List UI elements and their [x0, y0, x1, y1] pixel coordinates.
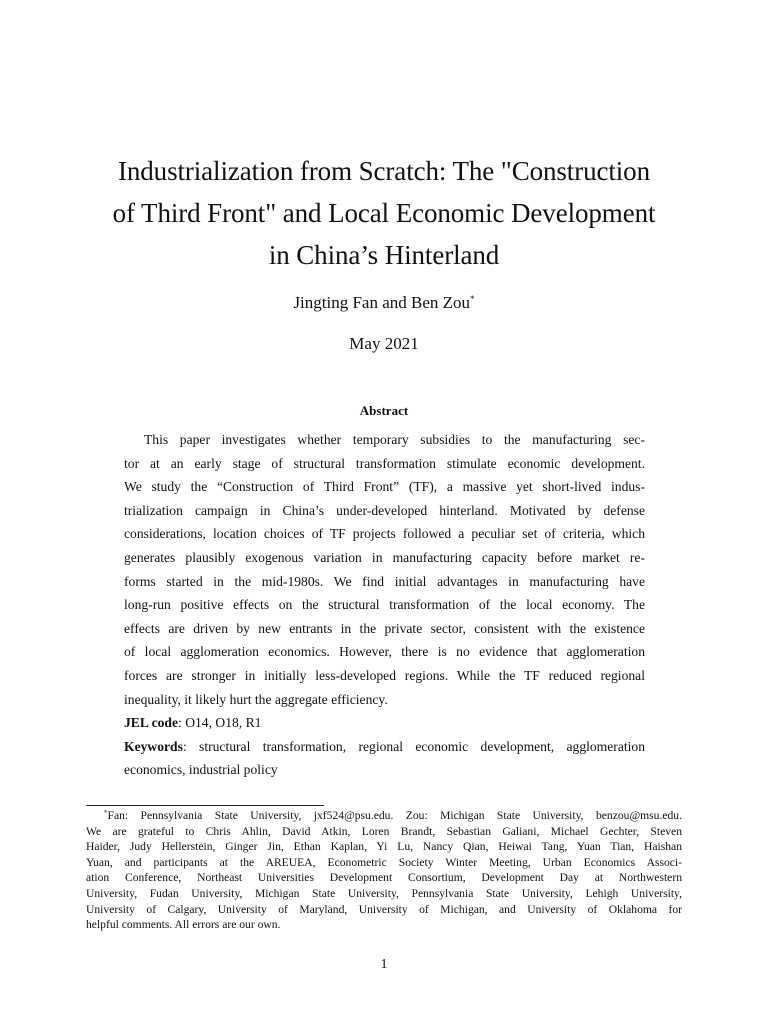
- abstract-line: trialization campaign in China’s under-developed hinterland. Motivated by defense: [124, 502, 645, 518]
- publication-date: May 2021: [349, 334, 419, 353]
- abstract-line: effects are driven by new entrants in the private sector, consistent with the existence: [124, 620, 645, 636]
- jel-code-value: : O14, O18, R1: [178, 715, 262, 731]
- title-line: of Third Front" and Local Economic Development: [112, 198, 656, 228]
- abstract-line: considerations, location choices of TF projects followed a peculiar set of criteria, which: [124, 526, 645, 542]
- author-footnote-mark: *: [470, 294, 475, 304]
- abstract-line: inequality, it likely hurt the aggregate efficiency.: [124, 691, 388, 707]
- keywords-label: Keywords: [124, 738, 183, 754]
- footnote-line: We are grateful to Chris Ahlin, David Atkin, Loren Brandt, Sebastian Galiani, Michael Gechter, Steven: [86, 824, 682, 838]
- footnote-divider: [86, 805, 324, 806]
- footnote: [86, 808, 682, 933]
- keywords-value: : structural transformation, regional economic development, agglomeration: [182, 738, 645, 754]
- title-line: Industrialization from Scratch: The "Construction: [117, 156, 650, 186]
- keywords-line: economics, industrial policy: [124, 762, 278, 778]
- footnote-line: Yuan, and participants at the AREUEA, Econometric Society Winter Meeting, Urban Economics Associ-: [86, 855, 682, 869]
- abstract-line: of local agglomeration economics. However, there is no evidence that agglomeration: [124, 644, 645, 660]
- footnote-line: [86, 808, 682, 824]
- author-line: [0, 291, 768, 315]
- footnote-line: ation Conference, Northeast Universities Development Consortium, Development Day at Northwestern: [86, 871, 682, 885]
- footnote-line: Haider, Judy Hellerstein, Ginger Jin, Ethan Kaplan, Yi Lu, Nancy Qian, Heiwai Tang, Yuan Tian, Haishan: [86, 840, 682, 854]
- page-number: 1: [380, 957, 388, 972]
- footnote-text: Fan: Pennsylvania State University, jxf524@psu.edu. Zou: Michigan State University, benzou@msu.edu.: [107, 809, 682, 822]
- abstract-line: This paper investigates whether temporary subsidies to the manufacturing sec-: [144, 432, 645, 447]
- abstract-line: tor at an early stage of structural transformation stimulate economic development.: [124, 455, 645, 471]
- abstract-line: long-run positive effects on the structural transformation of the local economy. The: [124, 597, 645, 613]
- footnote-mark: *: [104, 809, 108, 817]
- abstract-line: forms started in the mid-1980s. We find initial advantages in manufacturing have: [124, 573, 645, 589]
- title-line: in China’s Hinterland: [268, 240, 500, 270]
- author-names: Jingting Fan and Ben Zou: [293, 293, 471, 312]
- abstract-heading: Abstract: [359, 403, 409, 418]
- footnote-line: University, Fudan University, Michigan State University, Pennsylvania State University, Lehigh University,: [86, 886, 682, 900]
- keywords-line: [124, 735, 645, 759]
- jel-code-line: [124, 711, 645, 735]
- abstract-line: generates plausibly exogenous variation in manufacturing capacity before market re-: [124, 549, 645, 565]
- abstract-line: forces are stronger in initially less-developed regions. While the TF reduced regional: [124, 667, 645, 683]
- footnote-line: helpful comments. All errors are our own.: [86, 918, 281, 932]
- paper-title: [60, 150, 708, 276]
- footnote-line: University of Calgary, University of Maryland, University of Michigan, and University of Oklahoma for: [86, 902, 682, 916]
- jel-code-label: JEL code: [124, 715, 179, 731]
- abstract-line: We study the “Construction of Third Front” (TF), a massive yet short-lived indus-: [124, 479, 645, 495]
- abstract-body: [124, 428, 645, 782]
